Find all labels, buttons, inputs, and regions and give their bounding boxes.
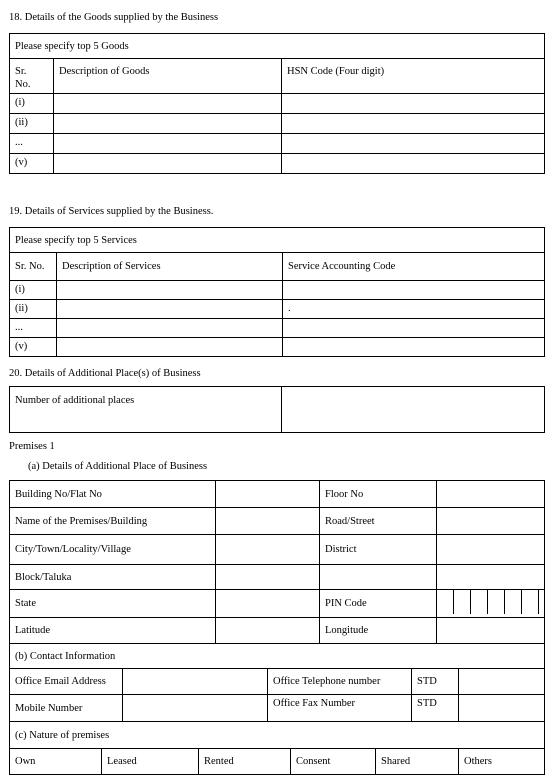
contact-table: [9, 643, 545, 722]
nature-own[interactable]: Own: [10, 749, 102, 775]
nature-sub-c: (c) Nature of premises: [10, 722, 545, 749]
goods-desc-cell[interactable]: [54, 154, 282, 174]
fax-label: Office Fax Number: [268, 695, 412, 722]
stray-dot: .: [288, 303, 291, 314]
email-label: Office Email Address: [10, 669, 123, 695]
block-label: Block/Taluka: [10, 565, 216, 590]
block-empty: [320, 565, 437, 590]
latitude-label: Latitude: [10, 618, 216, 644]
block-empty-2: [437, 565, 545, 590]
goods-hsn-cell[interactable]: [282, 154, 545, 174]
address-table: [9, 480, 545, 644]
goods-desc-cell[interactable]: [54, 114, 282, 134]
state-value[interactable]: [216, 590, 320, 618]
tel-value[interactable]: [459, 669, 545, 695]
pin-label: PIN Code: [320, 590, 437, 618]
city-value[interactable]: [216, 535, 320, 565]
district-value[interactable]: [437, 535, 545, 565]
services-desc-cell[interactable]: [57, 281, 283, 300]
floor-value[interactable]: [437, 481, 545, 508]
longitude-label: Longitude: [320, 618, 437, 644]
additional-places-label: Number of additional places: [10, 387, 282, 433]
services-row-label: (ii): [10, 300, 57, 319]
goods-hsn-cell[interactable]: [282, 134, 545, 154]
std-label-2: STD: [412, 695, 459, 722]
services-sac-cell[interactable]: [283, 319, 545, 338]
premises-sub-a: (a) Details of Additional Place of Business: [28, 461, 208, 472]
premises-name-value[interactable]: [216, 508, 320, 535]
additional-places-table: [9, 386, 545, 433]
nature-rented[interactable]: Rented: [199, 749, 291, 775]
services-table: [9, 227, 545, 357]
services-desc-cell[interactable]: [57, 319, 283, 338]
services-sac-cell[interactable]: [283, 300, 545, 319]
district-label: District: [320, 535, 437, 565]
services-sac-cell[interactable]: [283, 338, 545, 357]
road-label: Road/Street: [320, 508, 437, 535]
services-sac-cell[interactable]: [283, 281, 545, 300]
services-header-srno: Sr. No.: [10, 253, 57, 281]
services-header-desc: Description of Services: [57, 253, 283, 281]
services-row-label: (i): [10, 281, 57, 300]
goods-desc-cell[interactable]: [54, 94, 282, 114]
goods-row-label: ...: [10, 134, 54, 154]
goods-hsn-cell[interactable]: [282, 114, 545, 134]
goods-hsn-cell[interactable]: [282, 94, 545, 114]
section-19-title: 19. Details of Services supplied by the Business.: [9, 206, 214, 217]
contact-sub-b: (b) Contact Information: [10, 644, 545, 669]
services-row-label: (v): [10, 338, 57, 357]
tel-label: Office Telephone number: [268, 669, 412, 695]
floor-label: Floor No: [320, 481, 437, 508]
building-label: Building No/Flat No: [10, 481, 216, 508]
goods-desc-cell[interactable]: [54, 134, 282, 154]
mobile-value[interactable]: [123, 695, 268, 722]
city-label: City/Town/Locality/Village: [10, 535, 216, 565]
goods-subtitle: Please specify top 5 Goods: [10, 34, 545, 59]
premises-name-label: Name of the Premises/Building: [10, 508, 216, 535]
services-desc-cell[interactable]: [57, 300, 283, 319]
nature-table: [9, 721, 545, 775]
goods-header-desc: Description of Goods: [54, 59, 282, 94]
pin-value[interactable]: [437, 590, 545, 618]
state-label: State: [10, 590, 216, 618]
mobile-label: Mobile Number: [10, 695, 123, 722]
nature-others[interactable]: Others: [459, 749, 545, 775]
goods-row-label: (i): [10, 94, 54, 114]
fax-value[interactable]: [459, 695, 545, 722]
pin-digit-boxes: [437, 590, 544, 614]
goods-header-hsn: HSN Code (Four digit): [282, 59, 545, 94]
building-value[interactable]: [216, 481, 320, 508]
block-value[interactable]: [216, 565, 320, 590]
goods-header-srno: Sr. No.: [10, 59, 54, 94]
nature-consent[interactable]: Consent: [291, 749, 376, 775]
nature-shared[interactable]: Shared: [376, 749, 459, 775]
services-subtitle: Please specify top 5 Services: [10, 228, 545, 253]
services-desc-cell[interactable]: [57, 338, 283, 357]
goods-table: [9, 33, 545, 174]
services-header-sac: Service Accounting Code: [283, 253, 545, 281]
email-value[interactable]: [123, 669, 268, 695]
services-row-label: ...: [10, 319, 57, 338]
longitude-value[interactable]: [437, 618, 545, 644]
section-20-title: 20. Details of Additional Place(s) of Business: [9, 368, 201, 379]
section-18-title: 18. Details of the Goods supplied by the Business: [9, 12, 219, 23]
goods-row-label: (v): [10, 154, 54, 174]
nature-leased[interactable]: Leased: [102, 749, 199, 775]
premises-title: Premises 1: [9, 441, 55, 452]
std-label-1: STD: [412, 669, 459, 695]
goods-row-label: (ii): [10, 114, 54, 134]
latitude-value[interactable]: [216, 618, 320, 644]
additional-places-value[interactable]: [282, 387, 545, 433]
road-value[interactable]: [437, 508, 545, 535]
